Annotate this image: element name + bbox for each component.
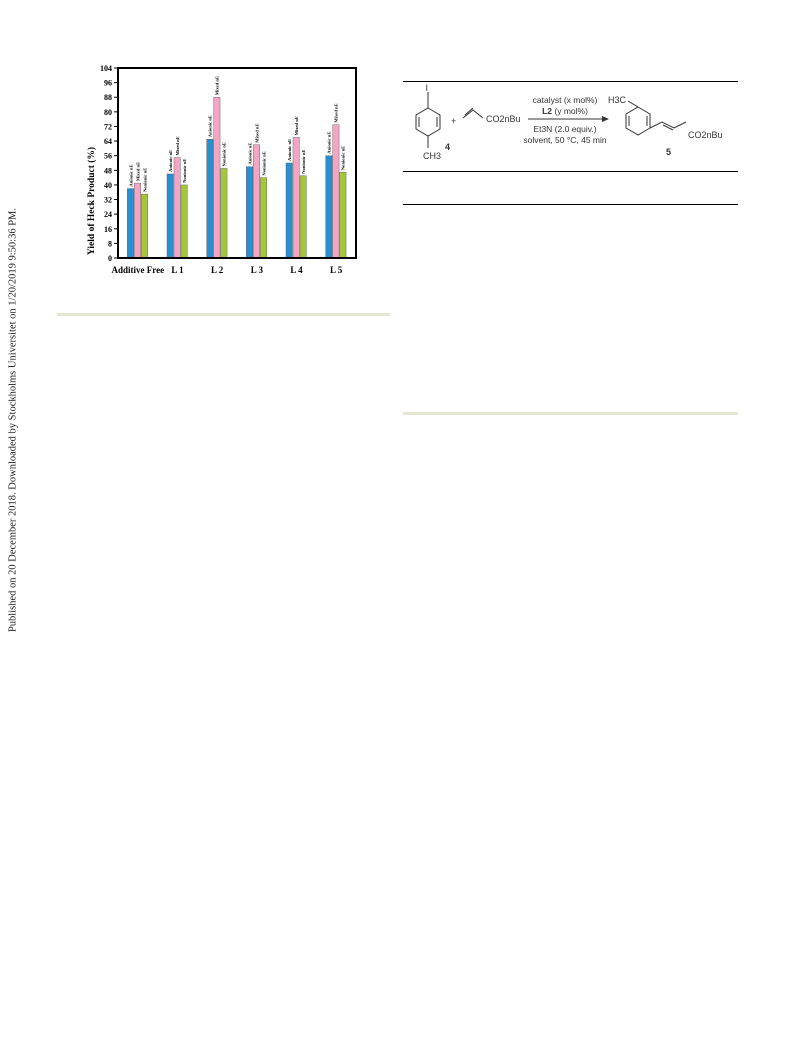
y-tick-label: 72: [104, 122, 112, 132]
bar-nonionic-ne-0: [141, 194, 147, 258]
product-ester-label: CO2nBu: [688, 130, 723, 140]
methyl-left-label: CH3: [423, 151, 442, 161]
bar-series-label: Nonionic nE: [340, 145, 346, 171]
publication-notice: Published on 20 December 2018. Downloaded by Stockholms Universitet on 1/20/2019 9:50:36 PM.: [7, 207, 19, 633]
bar-series-label: Nonionic nE: [182, 158, 187, 183]
heck-reaction-scheme: [403, 82, 738, 172]
bar-series-label: Anionic nE: [207, 115, 213, 138]
condition-ligand: L2 (y mol%): [542, 106, 588, 116]
y-tick-label: 64: [104, 137, 112, 147]
bar-anionic-ne-1: [167, 174, 173, 258]
y-tick-label: 56: [104, 151, 112, 161]
y-tick-label: 104: [100, 64, 112, 73]
x-category-label: L 4: [290, 265, 303, 275]
bar-mixed-ne-5: [333, 125, 339, 258]
iodine-label: I: [425, 83, 429, 93]
y-tick-label: 8: [108, 239, 112, 249]
y-tick-label: 80: [104, 107, 112, 117]
bar-series-label: Anionic nE: [128, 164, 134, 187]
bar-nonionic-ne-1: [181, 185, 187, 258]
bar-mixed-ne-3: [253, 145, 259, 258]
product-methyl-label: H3C: [608, 95, 627, 105]
bar-mixed-ne-2: [214, 97, 220, 258]
bar-series-label: Mixed nE: [254, 123, 260, 143]
divider-left: [57, 313, 390, 316]
heck-yield-bar-chart: [80, 60, 380, 285]
bar-anionic-ne-3: [246, 167, 252, 258]
compound-4-label: 4: [445, 142, 451, 152]
y-tick-label: 24: [104, 210, 112, 220]
bar-series-label: Nonionic nE: [142, 167, 148, 193]
x-category-label: L 2: [211, 265, 224, 275]
bar-series-label: Mixed nE: [333, 103, 339, 123]
bar-series-label: Mixed nE: [175, 136, 180, 156]
product-structure: [626, 101, 686, 135]
table-top-rule: [403, 204, 738, 205]
bar-anionic-ne-4: [286, 163, 292, 258]
divider-right: [403, 412, 738, 415]
x-category-label: Additive Free: [111, 265, 165, 275]
bar-mixed-ne-0: [134, 183, 140, 258]
bar-series-label: Mixed nE: [214, 75, 220, 96]
x-category-label: L 3: [250, 265, 263, 275]
scheme-bottom-rule: [403, 171, 738, 172]
bar-nonionic-ne-4: [300, 176, 306, 258]
bar-series-label: Anionic nE: [168, 149, 173, 172]
bar-anionic-ne-2: [207, 139, 213, 258]
x-category-label: L 1: [171, 265, 184, 275]
y-tick-label: 48: [104, 166, 112, 176]
y-tick-label: 32: [104, 195, 112, 205]
plot-frame: [118, 68, 356, 258]
bar-series-label: Nonionic nE: [261, 151, 267, 176]
condition-catalyst: catalyst (x mol%): [532, 95, 598, 105]
bar-nonionic-ne-2: [221, 168, 227, 258]
arrow-head-icon: [602, 116, 609, 122]
bar-series-label: Nonionic nE: [221, 142, 227, 167]
bar-mixed-ne-4: [293, 137, 299, 258]
y-tick-label: 88: [104, 93, 112, 103]
condition-base: Et3N (2.0 equiv.): [533, 124, 597, 134]
y-tick-label: 40: [104, 180, 112, 190]
bar-series-label: Anionic nE: [287, 138, 292, 161]
condition-solvent: solvent, 50 °C, 45 min: [523, 135, 607, 145]
bar-anionic-ne-0: [127, 189, 133, 258]
acrylate-structure: [463, 108, 483, 118]
bar-series-label: Nonionic nE: [301, 149, 306, 174]
y-tick-label: 96: [104, 78, 112, 88]
y-axis-label: Yield of Heck Product (%): [87, 146, 97, 256]
y-tick-label: 16: [104, 224, 112, 234]
bar-nonionic-ne-3: [260, 178, 266, 258]
publication-sidebar: [0, 0, 26, 1039]
bar-anionic-ne-5: [326, 156, 332, 258]
acrylate-ester-label: CO2nBu: [486, 114, 521, 124]
compound-5-label: 5: [666, 147, 672, 157]
x-category-label: L 5: [330, 265, 343, 275]
plus-sign: +: [451, 116, 457, 126]
bar-series-label: Anionic nE: [247, 142, 253, 165]
bar-series-label: Anionic nE: [326, 131, 332, 154]
bar-series-label: Mixed nE: [135, 161, 141, 182]
bar-nonionic-ne-5: [340, 172, 346, 258]
y-tick-label: 0: [108, 254, 112, 263]
bar-mixed-ne-1: [174, 158, 180, 258]
aryl-iodide-structure: [416, 92, 440, 148]
bar-series-label: Mixed nE: [294, 116, 299, 136]
